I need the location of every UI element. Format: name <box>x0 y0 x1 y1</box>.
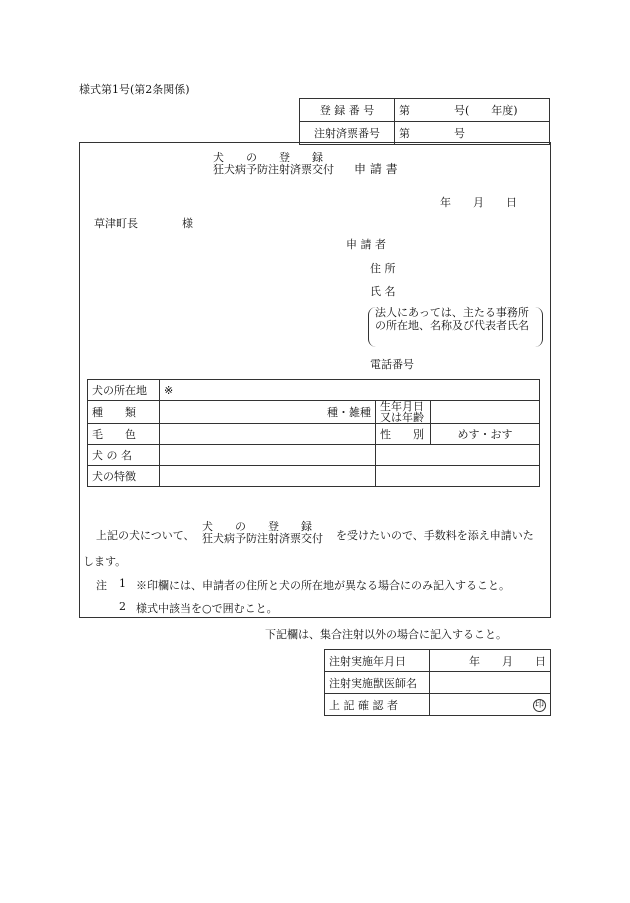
statement-after: を受けたいので、手数料を添え申請いた <box>336 529 534 542</box>
vaccine-no-value: 第 号 <box>395 122 550 145</box>
applicant-phone-label: 電話番号 <box>370 358 414 371</box>
registration-table <box>299 98 550 145</box>
note-2-num: 2 <box>119 600 126 613</box>
form-id: 様式第1号(第2条関係) <box>79 83 190 96</box>
statement-continuation: します。 <box>83 555 127 568</box>
dog-location-label: 犬の所在地 <box>88 380 160 401</box>
confirmer-label: 上 記 確 認 者 <box>325 694 430 716</box>
form-title-stack <box>213 152 334 176</box>
dog-features-value <box>160 466 376 487</box>
vaccination-table <box>324 649 551 716</box>
lower-caption: 下記欄は、集合注射以外の場合に記入すること。 <box>265 628 507 641</box>
applicant-heading: 申 請 者 <box>346 238 386 251</box>
dog-kind-value: 種・雑種 <box>160 401 376 424</box>
addressee: 草津町長 様 <box>94 217 193 230</box>
corporate-note: 法人にあっては、主たる事務所の所在地、名称及び代表者氏名 <box>368 307 543 347</box>
reg-no-value: 第 号( 年度) <box>395 99 550 122</box>
dog-details-table <box>87 379 540 487</box>
dog-birth-label-line1: 生年月日 <box>380 400 424 413</box>
dog-location-mark: ※ <box>160 380 540 401</box>
dog-birth-label <box>376 401 431 424</box>
note-label: 注 <box>96 579 107 592</box>
dog-name-extra <box>376 445 540 466</box>
note-1-text: ※印欄には、申請者の住所と犬の所在地が異なる場合にのみ記入すること。 <box>136 579 510 592</box>
note-2-text: 様式中該当を○で囲むこと。 <box>136 602 278 615</box>
dog-features-label: 犬の特徴 <box>88 466 160 487</box>
dog-name-value <box>160 445 376 466</box>
dog-birth-value <box>431 401 540 424</box>
dog-sex-value: めす・おす <box>431 424 540 445</box>
dog-kind-label: 種 類 <box>88 401 160 424</box>
statement-before: 上記の犬について、 <box>96 529 195 542</box>
dog-name-label: 犬 の 名 <box>88 445 160 466</box>
form-title-suffix: 申 請 書 <box>354 162 398 176</box>
dog-sex-label: 性 別 <box>376 424 431 445</box>
applicant-address-label: 住 所 <box>370 262 396 275</box>
vaccination-date-label: 注射実施年月日 <box>325 650 430 672</box>
vaccine-no-label: 注射済票番号 <box>300 122 395 145</box>
vet-name-value <box>430 672 551 694</box>
dog-birth-label-line2: 又は年齢 <box>380 411 424 424</box>
applicant-name-label: 氏 名 <box>370 285 396 298</box>
confirmer-value <box>430 694 551 716</box>
title-line-top: 犬 の 登 録 <box>213 151 323 164</box>
dog-color-value <box>160 424 376 445</box>
note-1-num: 1 <box>119 577 126 590</box>
vet-name-label: 注射実施獣医師名 <box>325 672 430 694</box>
vaccination-date-value: 年 月 日 <box>430 650 551 672</box>
seal-icon: 印 <box>534 700 544 710</box>
reg-no-label: 登 録 番 号 <box>300 99 395 122</box>
statement-stack-top: 犬 の 登 録 <box>202 520 312 533</box>
statement-stack <box>202 521 323 545</box>
dog-features-extra <box>376 466 540 487</box>
title-line-bottom: 狂犬病予防注射済票交付 <box>213 163 334 176</box>
statement-stack-bottom: 狂犬病予防注射済票交付 <box>202 532 323 545</box>
application-date: 年 月 日 <box>440 196 517 209</box>
dog-color-label: 毛 色 <box>88 424 160 445</box>
